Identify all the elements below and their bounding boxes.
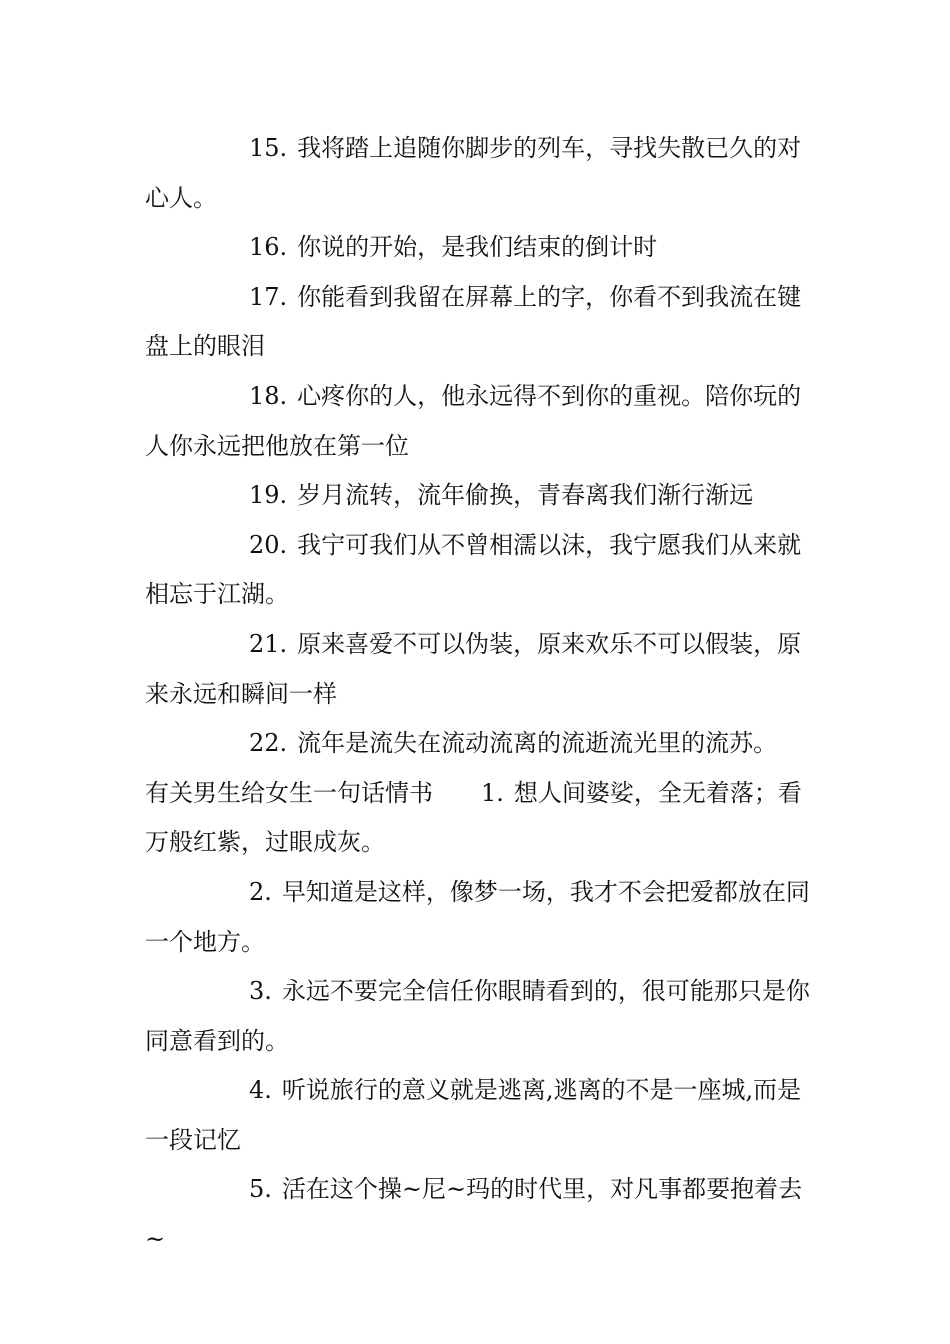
item-text: 活在这个操~尼~玛的时代里，对凡事都要抱着去~	[145, 1175, 803, 1254]
item-text: 早知道是这样，像梦一场，我才不会把爱都放在同一个地方。	[145, 877, 810, 956]
list-item	[145, 1165, 815, 1264]
item-number: 20.	[249, 530, 288, 559]
section-start-paragraph	[145, 769, 815, 868]
section-heading: 有关男生给女生一句话情书	[145, 778, 433, 807]
item-number: 4.	[249, 1076, 272, 1105]
list-item	[145, 967, 815, 1066]
item-number: 16.	[249, 233, 288, 262]
item-text: 我宁可我们从不曾相濡以沫，我宁愿我们从来就相忘于江湖。	[145, 530, 802, 609]
item-text: 你说的开始，是我们结束的倒计时	[297, 233, 658, 262]
item-text: 心疼你的人，他永远得不到你的重视。陪你玩的人你永远把他放在第一位	[145, 381, 802, 460]
item-text: 永远不要完全信任你眼睛看到的，很可能那只是你同意看到的。	[145, 977, 810, 1055]
document-body	[145, 124, 815, 1265]
item-text: 原来喜爱不可以伪装，原来欢乐不可以假装，原来永远和瞬间一样	[145, 629, 802, 708]
item-number: 18.	[249, 381, 288, 410]
list-item	[145, 719, 815, 769]
list-item	[145, 521, 815, 620]
item-number: 17.	[249, 282, 288, 311]
item-number: 21.	[249, 629, 288, 658]
list-item	[145, 273, 815, 372]
item-text: 流年是流失在流动流离的流逝流光里的流苏。	[297, 729, 778, 758]
list-item	[145, 620, 815, 719]
item-text: 听说旅行的意义就是逃离,逃离的不是一座城,而是一段记忆	[145, 1076, 802, 1154]
item-number: 5.	[249, 1175, 272, 1204]
item-text: 岁月流转，流年偷换，青春离我们渐行渐远	[297, 481, 754, 510]
item-number: 1.	[481, 778, 504, 807]
item-number: 3.	[249, 977, 272, 1006]
list-item	[145, 868, 815, 967]
item-number: 19.	[249, 481, 288, 510]
list-item	[145, 124, 815, 223]
list-item	[145, 1066, 815, 1165]
item-number: 22.	[249, 729, 288, 758]
list-item	[145, 372, 815, 471]
item-number: 2.	[249, 877, 272, 906]
item-number: 15.	[249, 134, 288, 162]
list-item	[145, 223, 815, 273]
item-text: 想人间婆娑，全无着落；看万般红紫，过眼成灰。	[145, 778, 802, 857]
item-text: 你能看到我留在屏幕上的字，你看不到我流在键盘上的眼泪	[145, 282, 802, 361]
item-text: 我将踏上追随你脚步的列车，寻找失散已久的对心人。	[145, 134, 802, 212]
list-item	[145, 471, 815, 521]
